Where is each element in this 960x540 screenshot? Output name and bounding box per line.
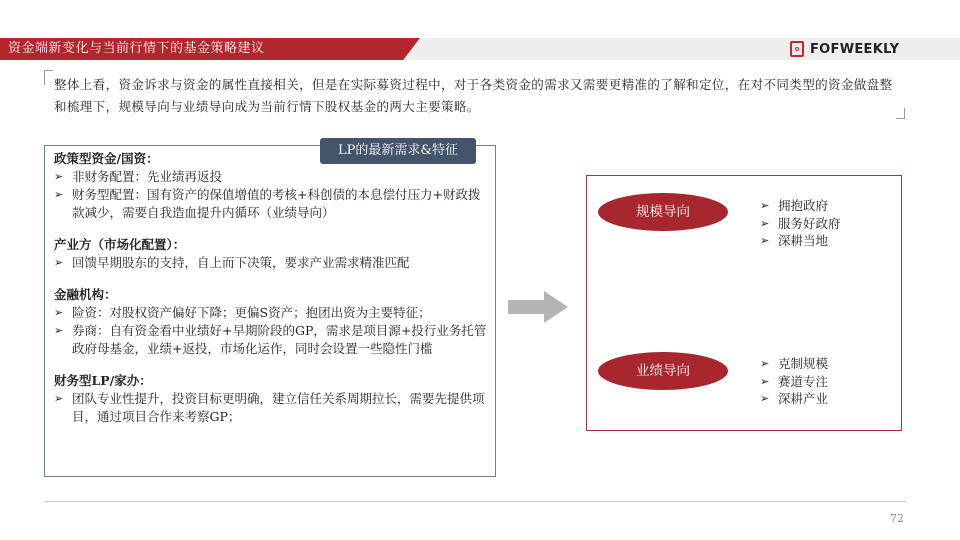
list-item — [760, 373, 828, 391]
lp-needs-content — [54, 150, 490, 426]
bullet-arrow-icon: ➢ — [54, 306, 64, 319]
bullet-arrow-icon: ➢ — [54, 392, 64, 405]
bullet-arrow-icon: ➢ — [760, 199, 770, 212]
bullet-arrow-icon: ➢ — [54, 170, 64, 183]
strategy-list-scale — [760, 197, 841, 250]
list-item — [760, 232, 841, 250]
list-item — [54, 390, 490, 426]
list-item-text: 深耕当地 — [778, 233, 829, 248]
strategy-list-performance — [760, 355, 828, 408]
page-number: 72 — [890, 512, 904, 525]
footer-divider — [44, 501, 906, 502]
bullet-arrow-icon: ➢ — [760, 392, 770, 405]
bullet-arrow-icon: ➢ — [760, 357, 770, 370]
bullet-arrow-icon: ➢ — [760, 216, 770, 230]
list-item-text: 克制规模 — [778, 356, 829, 371]
logo-icon — [790, 41, 804, 57]
list-item-text: 拥抱政府 — [778, 198, 829, 213]
right-arrow-icon — [508, 291, 568, 323]
section-title: 产业方（市场化配置）： — [54, 237, 186, 252]
page-title: 资金端新变化与当前行情下的基金策略建议 — [8, 41, 265, 56]
logo-text: FOFWEEKLY — [810, 41, 900, 57]
bullet-arrow-icon: ➢ — [760, 374, 770, 388]
list-item-text: 深耕产业 — [778, 391, 829, 406]
list-item-text: 财务型配置：国有资产的保值增值的考核+科创债的本息偿付压力+财政拨款减少，需要自我造血提升内循环（业绩导向） — [72, 187, 481, 220]
list-item-text: 服务好政府 — [778, 215, 841, 231]
list-item — [760, 197, 841, 215]
section-title: 政策型资金/国资： — [54, 151, 159, 166]
bullet-arrow-icon: ➢ — [54, 256, 64, 269]
lp-needs-tag: LP的最新需求&特征 — [320, 138, 476, 164]
list-item-text: 赛道专注 — [778, 373, 829, 389]
bullet-arrow-icon: ➢ — [54, 324, 64, 337]
corner-bracket-top-left — [44, 70, 53, 85]
section-title: 财务型LP/家办： — [54, 373, 152, 388]
list-item — [54, 254, 490, 272]
list-item — [54, 186, 490, 222]
bullet-arrow-icon: ➢ — [760, 234, 770, 247]
corner-bracket-bottom-right — [896, 108, 905, 119]
list-item-text: 券商：自有资金看中业绩好+早期阶段的GP，需求是项目源+投行业务托管政府母基金，业绩+返投，市场化运作，同时会设置一些隐性门槛 — [72, 323, 487, 356]
list-item — [54, 168, 490, 186]
bullet-arrow-icon: ➢ — [54, 188, 64, 201]
list-item-text: 非财务配置：先业绩再返投 — [72, 169, 223, 184]
strategy-oval-scale: 规模导向 — [598, 193, 728, 231]
list-item — [760, 215, 841, 233]
strategy-oval-performance: 业绩导向 — [598, 352, 728, 390]
list-item-text: 团队专业性提升，投资目标更明确，建立信任关系周期拉长，需要先提供项目，通过项目合作来考察GP； — [72, 391, 485, 424]
list-item-text: 险资：对股权资产偏好下降；更偏S资产；抱团出资为主要特征； — [72, 305, 431, 320]
list-item-text: 回馈早期股东的支持，自上而下决策，要求产业需求精准匹配 — [72, 255, 410, 270]
section-title: 金融机构： — [54, 287, 117, 302]
intro-paragraph: 整体上看，资金诉求与资金的属性直接相关，但是在实际募资过程中，对于各类资金的需求又需要更精准的了解和定位，在对不同类型的资金做盘整和梳理下，规模导向与业绩导向成为当前行情下股权基金的两大主要策略。 — [54, 77, 893, 114]
list-item — [54, 304, 490, 322]
list-item — [760, 355, 828, 373]
brand-logo — [790, 39, 899, 59]
list-item — [760, 390, 828, 408]
list-item — [54, 322, 490, 358]
